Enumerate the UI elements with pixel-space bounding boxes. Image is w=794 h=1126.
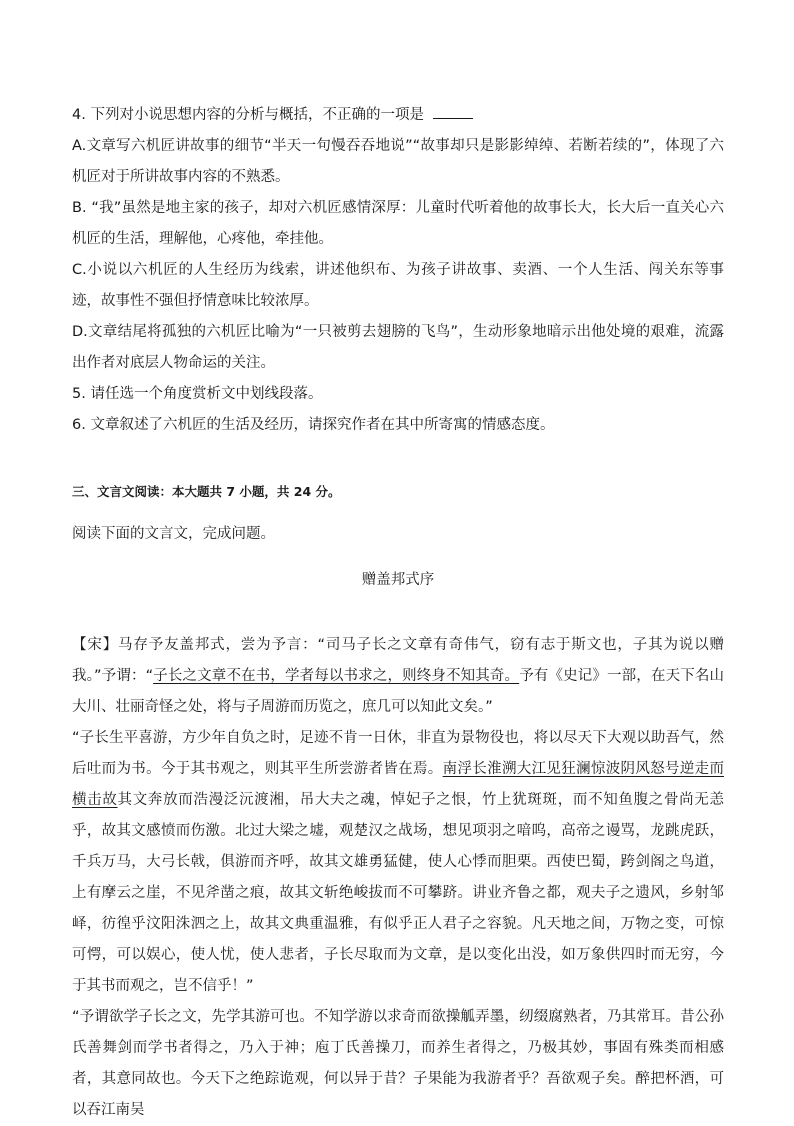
passage-paragraph-1 [72,630,724,723]
question-4-option-a: A.文章写六机匠讲故事的细节“半天一句慢吞吞地说”“故事却只是影影绰绰、若断若续的”，体现了六机匠对于所讲故事内容的不熟悉。 [72,138,724,185]
underlined-sentence-1: 子长之文章不在书，学者每以书求之，则终身不知其奇。 [153,668,520,684]
paragraph-1-text-a: 【宋】马存予友盖邦式，尝为予言：“司马子长之文章有奇伟气，窃有志于斯文也，子其为说以赠我。”予谓：“ [72,637,724,684]
question-5: 5. 请任选一个角度赏析文中划线段落。 [72,386,323,402]
paragraph-2-text-b: 其文奔放而浩漫泛沅渡湘，吊大夫之魂，悼妃子之恨，竹上犹斑斑，而不知鱼腹之骨尚无恙乎，故其文感愤而伤激。北过大梁之墟，观楚汉之战场，想见项羽之喑呜，高帝之谩骂，龙跳虎跃，千兵万马，大弓长戟，俱游而齐呼，故其文雄勇猛健，使人心悸而胆栗。西使巴蜀，跨剑阁之鸟道，上有摩云之崖，不见斧凿之痕，故其文斩绝峻拔而不可攀跻。讲业齐鲁之都，观夫子之遗风，乡射邹峄，彷徨乎汶阳洙泗之上，故其文典重温雅，有似乎正人君子之容貌。凡天地之间，万物之变，可惊可愕，可以娱心，使人忧，使人悲者，子长尽取而为文章，是以变化出没，如万象供四时而无穷，今于其书而观之，岂不信乎！” [72,792,725,994]
question-4-stem [72,100,724,131]
question-4-option-d: D.文章结尾将孤独的六机匠比喻为“一只被剪去翅膀的飞鸟”，生动形象地暗示出他处境的艰难，流露出作者对底层人物命运的关注。 [72,324,724,371]
passage-paragraph-3: “予谓欲学子长之文，先学其游可也。不知学游以求奇而欲操觚弄墨，纫缀腐熟者，乃其常耳。昔公孙氏善舞剑而学书者得之，乃入于神；庖丁氏善操刀，而养生者得之，乃极其妙，事固有殊类而相感者，其意同故也。今天下之绝踪诡观，何以异于昔？子果能为我游者乎？吾欲观子矣。醉把杯酒，可以吞江南吴 [72,1009,724,1118]
spacer [72,610,724,630]
paragraph-1-text-b: 予有《史记》一部，在天下名山大川、壮丽奇怪之处，将与子周游而历览之，庶几可以知此文矣。” [72,668,724,715]
passage-title: 赠盖邦式序 [361,571,435,588]
section-3-heading: 三、文言文阅读：本大题共 7 小题，共 24 分。 [72,483,341,499]
paragraph-2-text-a: “子长生平喜游，方少年自负之时，足迹不肯一日休，非直为景物役也，将以尽天下大观以助吾气，然后吐而为书。今于其书观之，则其平生所尝游者皆在焉。 [72,730,724,777]
section-3-instruction: 阅读下面的文言文，完成问题。 [72,526,275,542]
question-4-option-b: B. “我”虽然是地主家的孩子，却对六机匠感情深厚：儿童时代听着他的故事长大，长大后一直关心六机匠的生活，理解他，心疼他，牵挂他。 [72,200,724,247]
passage-paragraph-2 [72,723,724,1002]
question-4-option-c: C.小说以六机匠的人生经历为线索，讲述他织布、为孩子讲故事、卖酒、一个人生活、闯关东等事迹，故事性不强但抒情意味比较浓厚。 [72,262,724,309]
document-page [72,100,724,1126]
question-6: 6. 文章叙述了六机匠的生活及经历，请探究作者在其中所寄寓的情感态度。 [72,417,555,433]
answer-blank [433,104,473,119]
spacer [72,441,724,463]
question-4-stem-text: 4. 下列对小说思想内容的分析与概括，不正确的一项是 [72,107,429,123]
underlined-sentence-2: 南浮长淮溯大江见狂澜惊波阴风怒号逆走而横击故 [72,761,724,808]
